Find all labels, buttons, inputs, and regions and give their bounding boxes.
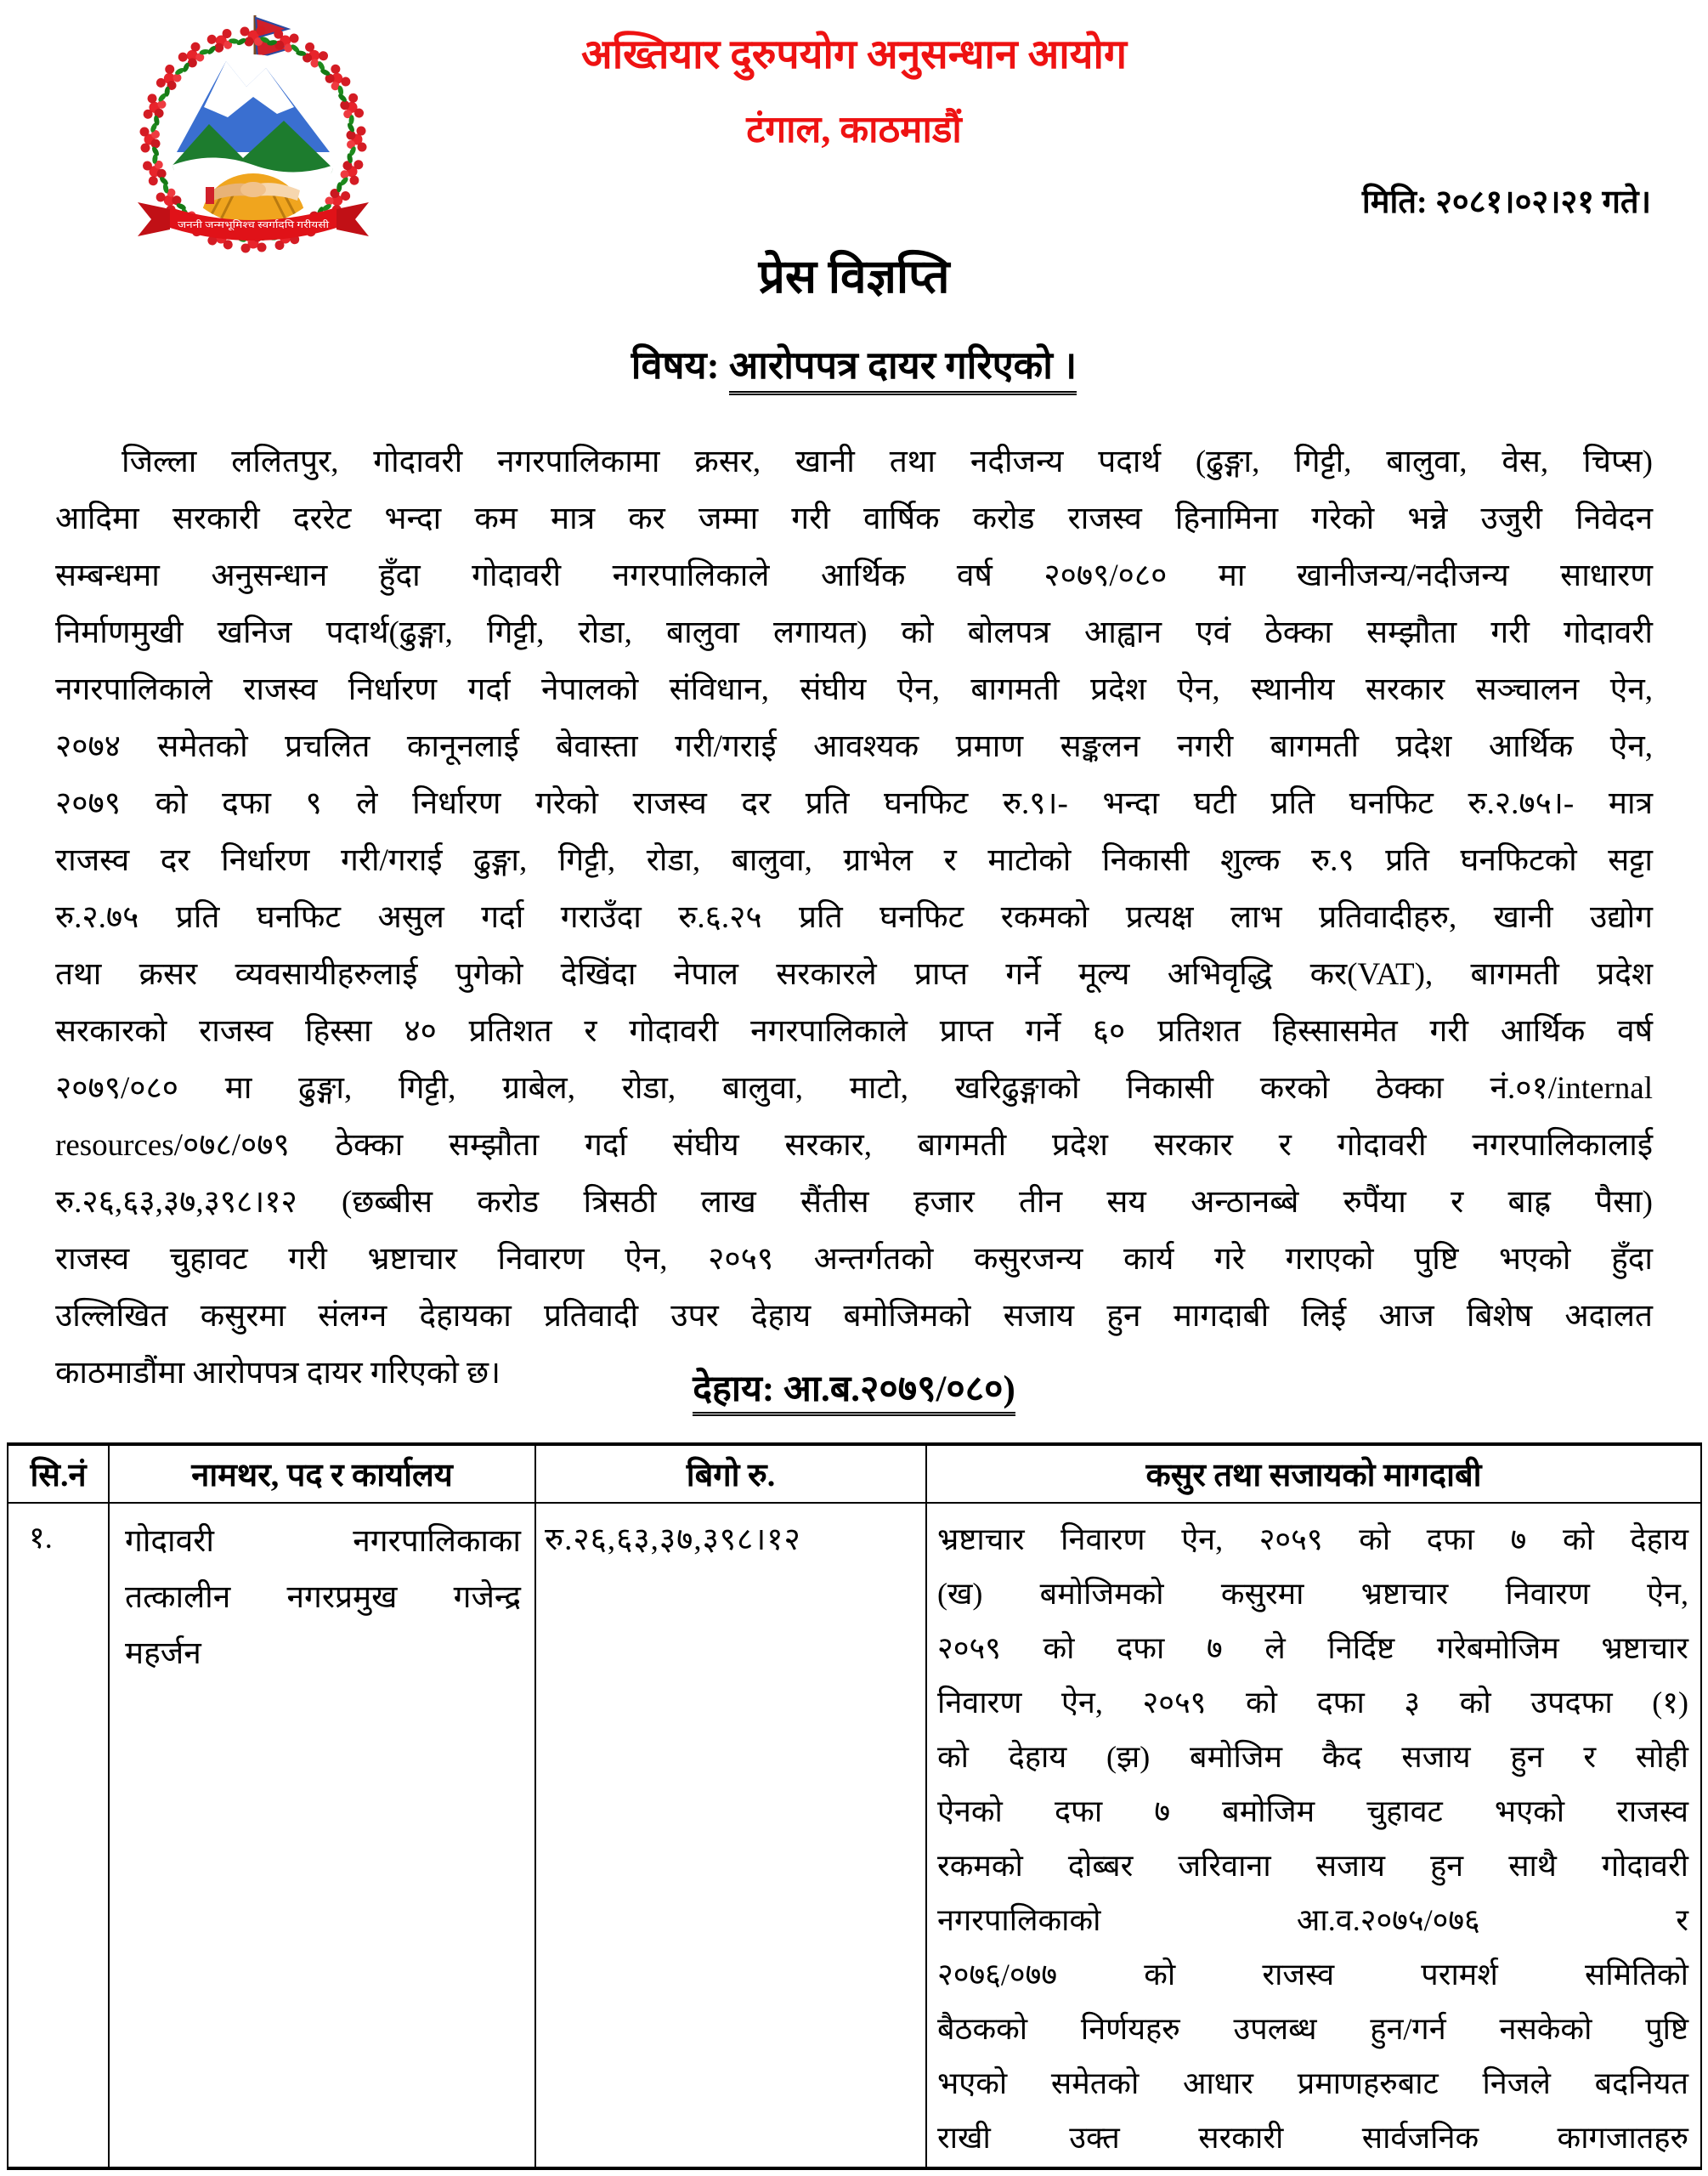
body-paragraph <box>55 434 1653 1402</box>
text-line: २०७६/०७७ को राजस्व परामर्श समितिको <box>937 1958 1688 1992</box>
text-line: गोदावरी नगरपालिकाका <box>125 1524 521 1559</box>
cell-amount: रु.२६,६३,३७,३९८।१२ <box>536 1504 927 2167</box>
table-row <box>8 1504 1700 2167</box>
column-header-charge: कसुर तथा सजायको मागदाबी <box>1145 1458 1482 1493</box>
text-line: जिल्ला ललितपुर, गोदावरी नगरपालिकामा क्रसर, खानी तथा नदीजन्य पदार्थ (ढुङ्गा, गिट्टी, बालुवा, वेस, चिप्स) <box>122 445 1653 479</box>
text-line: उल्लिखित कसुरमा संलग्न देहायका प्रतिवादी उपर देहाय बमोजिमको सजाय हुन मागदाबी लिई आज बिशेष अदालत <box>55 1299 1653 1334</box>
table-header-row <box>8 1446 1700 1504</box>
text-line: २०७९/०८० मा ढुङ्गा, गिट्टी, ग्राबेल, रोडा, बालुवा, माटो, खरिढुङ्गाको निकासी करको ठेक्का नं.०१/internal <box>55 1071 1653 1106</box>
text-line: निवारण ऐन, २०५९ को दफा ३ को उपदफा (१) <box>937 1686 1688 1720</box>
charge-table <box>7 1442 1702 2170</box>
text-line: तत्कालीन नगरप्रमुख गजेन्द्र <box>125 1580 521 1615</box>
column-header-amount: बिगो रु. <box>536 1446 927 1502</box>
text-line: २०७९ को दफा ९ ले निर्धारण गरेको राजस्व दर प्रति घनफिट रु.९।- भन्दा घटी प्रति घनफिट रु.२.७५।- मात्र <box>55 786 1653 821</box>
text-line: २०५९ को दफा ७ ले निर्दिष्ट गरेबमोजिम भ्रष्टाचार <box>937 1631 1688 1665</box>
text-line: नगरपालिकाले राजस्व निर्धारण गर्दा नेपालको संविधान, संघीय ऐन, बागमती प्रदेश ऐन, स्थानीय सरकार सञ्चालन ऐन, <box>55 672 1653 707</box>
cell-serial-number: १. <box>8 1504 110 2167</box>
column-header-name: नामथर, पद र कार्यालय <box>110 1446 536 1502</box>
text-line: रु.२६,६३,३७,३९८।१२ (छब्बीस करोड त्रिसठी लाख सैंतीस हजार तीन सय अन्ठानब्बे रुपैंया र बाह्र पैसा) <box>55 1185 1653 1220</box>
text-line: निर्माणमुखी खनिज पदार्थ(ढुङ्गा, गिट्टी, रोडा, बालुवा लगायत) को बोलपत्र आह्वान एवं ठेक्का सम्झौता गरी गोदावरी <box>55 615 1653 650</box>
text-line: सम्बन्धमा अनुसन्धान हुँदा गोदावरी नगरपालिकाले आर्थिक वर्ष २०७९/०८० मा खानीजन्य/नदीजन्य साधारण <box>55 558 1653 593</box>
organization-address: टंगाल, काठमाडौं <box>746 109 962 150</box>
text-line: आदिमा सरकारी दररेट भन्दा कम मात्र कर जम्मा गरी वार्षिक करोड राजस्व हिनामिना गरेको भन्ने उजुरी निवेदन <box>55 502 1653 536</box>
date-line: मिति: २०८१।०२।२१ गते। <box>1361 184 1651 220</box>
text-line: तथा क्रसर व्यवसायीहरुलाई पुगेको देखिंदा नेपाल सरकारले प्राप्त गर्ने मूल्य अभिवृद्धि कर(VAT), बागमती प्रदेश <box>55 957 1653 992</box>
text-line: राखी उक्त सरकारी सार्वजनिक कागजातहरु <box>937 2121 1688 2155</box>
text-line: भएको समेतको आधार प्रमाणहरुबाट निजले बदनियत <box>937 2066 1688 2100</box>
annex-heading-text: देहाय: आ.ब.२०७९/०८०) <box>693 1369 1015 1416</box>
column-header-sn: सि.नं <box>8 1446 110 1502</box>
organization-name: अख्तियार दुरुपयोग अनुसन्धान आयोग <box>581 32 1127 77</box>
text-line: नगरपालिकाको आ.व.२०७५/०७६ र <box>937 1903 1688 1937</box>
text-line: भ्रष्टाचार निवारण ऐन, २०५९ को दफा ७ को देहाय <box>937 1522 1688 1556</box>
annex-heading <box>0 1362 1708 1412</box>
text-line: राजस्व चुहावट गरी भ्रष्टाचार निवारण ऐन, २०५९ अन्तर्गतको कसुरजन्य कार्य गरे गराएको पुष्टि भएको हुँदा <box>55 1242 1653 1277</box>
emblem-motto-text: जननी जन्मभूमिश्च स्वर्गादपि गरीयसी <box>178 220 300 230</box>
press-release-title: प्रेस विज्ञप्ति <box>758 251 950 303</box>
subject-line <box>0 338 1708 390</box>
text-line: राजस्व दर निर्धारण गरी/गराई ढुङ्गा, गिट्टी, रोडा, बालुवा, ग्राभेल र माटोको निकासी शुल्क रु.९ प्रति घनफिटको सट्टा <box>55 843 1653 878</box>
text-line: ऐनको दफा ७ बमोजिम चुहावट भएको राजस्व <box>937 1794 1688 1828</box>
text-line: रु.२.७५ प्रति घनफिट असुल गर्दा गराउँदा रु.६.२५ प्रति घनफिट रकमको प्रत्यक्ष लाभ प्रतिवादीहरु, खानी उद्योग <box>55 900 1653 935</box>
subject-label: विषय: <box>631 344 720 387</box>
text-line: काठमाडौंमा आरोपपत्र दायर गरिएको छ। <box>55 1356 501 1391</box>
text-line: २०७४ समेतको प्रचलित कानूनलाई बेवास्ता गरी/गराई आवश्यक प्रमाण सङ्कलन नगरी बागमती प्रदेश आर्थिक ऐन, <box>55 729 1653 764</box>
text-line: रकमको दोब्बर जरिवाना सजाय हुन साथै गोदावरी <box>937 1849 1688 1883</box>
cell-charge-description <box>927 1504 1700 2167</box>
text-line: (ख) बमोजिमको कसुरमा भ्रष्टाचार निवारण ऐन, <box>937 1577 1688 1611</box>
text-line: को देहाय (झ) बमोजिम कैद सजाय हुन र सोही <box>937 1740 1688 1774</box>
text-line: बैठकको निर्णयहरु उपलब्ध हुन/गर्न नसकेको पुष्टि <box>937 2012 1688 2046</box>
text-line: resources/०७८/०७९ ठेक्का सम्झौता गर्दा संघीय सरकार, बागमती प्रदेश सरकार र गोदावरी नगरपालिकालाई <box>55 1128 1653 1163</box>
text-line: सरकारको राजस्व हिस्सा ४० प्रतिशत र गोदावरी नगरपालिकाले प्राप्त गर्ने ६० प्रतिशत हिस्सासमेत गरी आर्थिक वर्ष <box>55 1014 1653 1049</box>
cell-defendant-name <box>110 1504 536 2167</box>
text-line: महर्जन <box>125 1636 201 1671</box>
subject-text: आरोपपत्र दायर गरिएको । <box>729 344 1077 395</box>
